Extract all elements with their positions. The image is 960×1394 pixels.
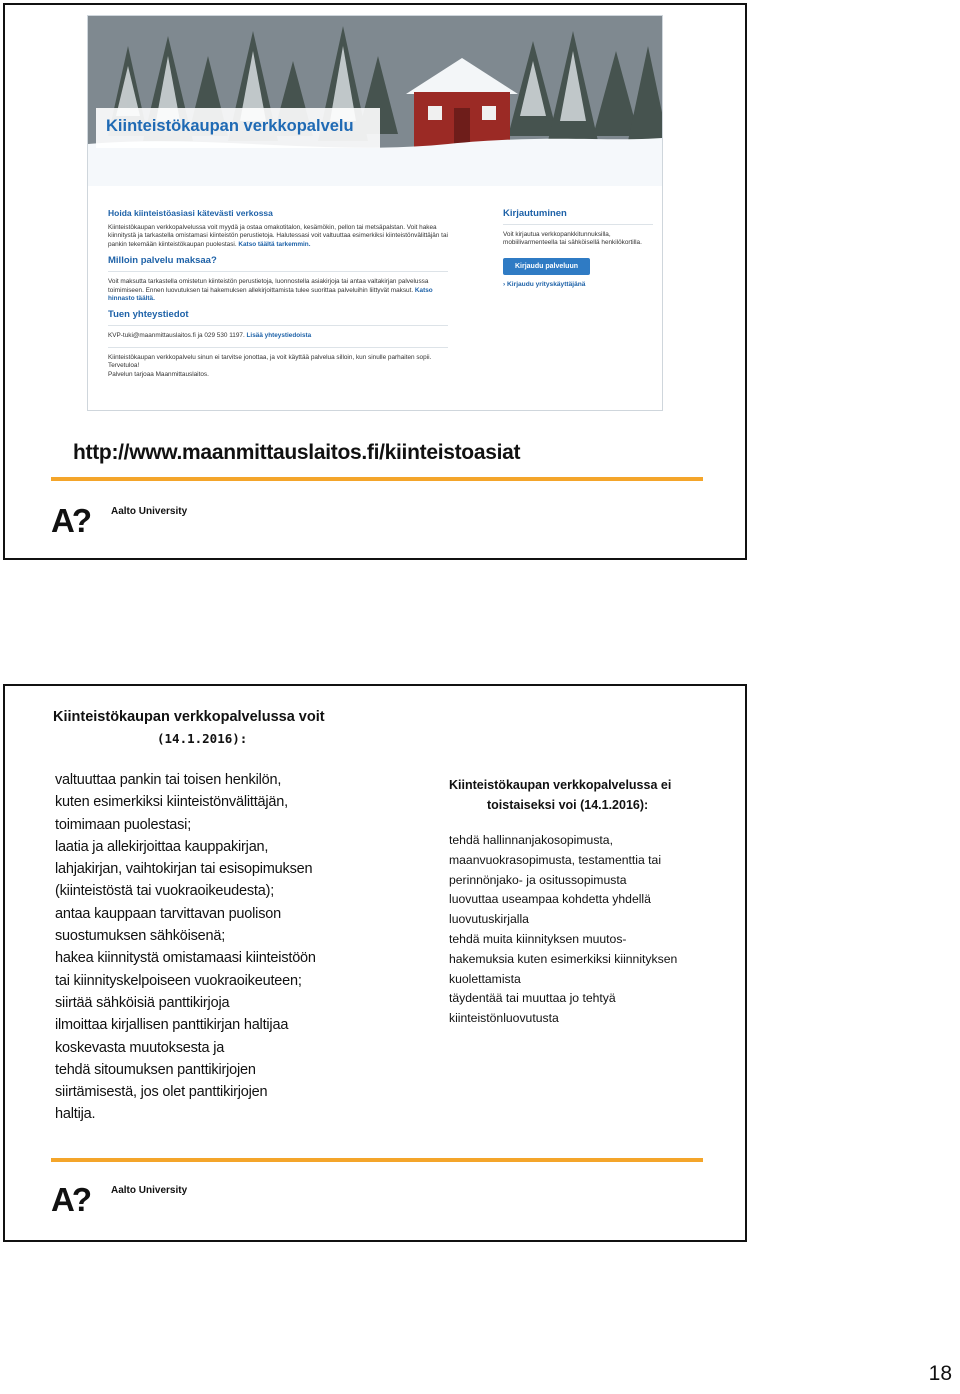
website-url[interactable]: http://www.maanmittauslaitos.fi/kiinteistoasiat xyxy=(73,441,521,464)
divider xyxy=(108,347,448,348)
website-screenshot xyxy=(87,15,663,411)
company-login-link[interactable]: › Kirjaudu yrityskäyttäjänä xyxy=(503,280,586,288)
website-pricing-link[interactable]: Katso hinnasto täältä. xyxy=(108,286,433,303)
aalto-logo-mark: A? xyxy=(51,1181,89,1218)
website-content xyxy=(88,186,662,410)
cannot-do-list xyxy=(449,831,743,1029)
list-item: tehdä hallinnanjakosopimusta, xyxy=(449,833,613,847)
website-login-heading: Kirjautuminen xyxy=(503,208,567,219)
orange-divider xyxy=(51,1158,703,1162)
aalto-logo xyxy=(51,1182,251,1218)
website-heading-pricing: Milloin palvelu maksaa? xyxy=(108,255,217,267)
website-contact-link[interactable]: Lisää yhteystiedoista xyxy=(246,332,312,340)
list-item: kiinteistönluovutusta xyxy=(449,1011,559,1026)
cannot-do-title-line-2: toistaiseksi voi (14.1.2016): xyxy=(487,798,649,812)
website-right-column xyxy=(503,208,653,288)
website-footer-paragraph: Kiinteistökaupan verkkopalvelu sinun ei tarvitse jonottaa, ja voit käyttää palvelua silloin, kun sinulle parhaiten sopii. Tervetuloa! xyxy=(108,353,432,370)
slide-1 xyxy=(3,3,747,560)
list-item: tehdä sitoumuksen panttikirjojen xyxy=(55,1061,256,1078)
aalto-logo-name: Aalto University xyxy=(111,506,188,517)
list-item: laatia ja allekirjoittaa kauppakirjan, xyxy=(55,838,269,855)
list-item: valtuuttaa pankin tai toisen henkilön, xyxy=(55,772,282,788)
list-item: luovuttaa useampaa kohdetta yhdellä xyxy=(449,892,651,907)
aalto-logo-mark: A? xyxy=(51,502,89,539)
website-intro-paragraph: Kiinteistökaupan verkkopalvelussa voit myydä ja ostaa omakotitalon, kesämökin, pellon tai metsäpalstan. Voit hakea kiinnitystä ja tarkastella omistamasi kiinteistön perustietoja. Halutessasi voit valtuuttaa esimerkiksi kiinteistönvälittäjän tai pankin tekemään kiinteistökaupan puolestasi. xyxy=(108,224,448,248)
website-heading-support: Tuen yhteystiedot xyxy=(108,309,189,321)
list-item: täydentää tai muuttaa jo tehtyä xyxy=(449,991,616,1006)
hero-title: Kiinteistökaupan verkkopalvelu xyxy=(106,117,354,135)
list-item: perinnönjako- ja ositussopimusta xyxy=(449,872,627,887)
website-heading-main: Hoida kiinteistöasiasi kätevästi verkossa xyxy=(108,208,273,218)
divider xyxy=(108,325,448,326)
list-item: tai kiinnityskelpoiseen vuokraoikeuteen; xyxy=(55,972,302,989)
hero-image xyxy=(88,16,662,186)
list-item: kuolettamista xyxy=(449,971,521,986)
list-item: antaa kauppaan tarvittavan puolison xyxy=(55,905,281,922)
divider xyxy=(503,224,653,225)
slide-2 xyxy=(3,684,747,1242)
list-item: toimimaan puolestasi; xyxy=(55,816,192,833)
cannot-do-title-line-1: Kiinteistökaupan verkkopalvelussa ei xyxy=(449,778,672,792)
list-item: ilmoittaa kirjallisen panttikirjan haltijaa xyxy=(55,1017,289,1034)
can-do-list xyxy=(55,769,415,1126)
list-item: hakemuksia kuten esimerkiksi kiinnityksen xyxy=(449,951,678,966)
list-item: lahjakirjan, vaihtokirjan tai esisopimuksen xyxy=(55,861,313,878)
login-button[interactable]: Kirjaudu palveluun xyxy=(503,258,590,275)
list-item: kuten esimerkiksi kiinteistönvälittäjän, xyxy=(55,794,288,811)
slide-2-title-line-1: Kiinteistökaupan verkkopalvelussa voit xyxy=(53,709,325,725)
list-item: siirtää sähköisiä panttikirjoja xyxy=(55,994,230,1011)
list-item: luovutuskirjalla xyxy=(449,912,529,927)
divider xyxy=(108,271,448,272)
list-item: suostumuksen sähköisenä; xyxy=(55,928,226,945)
list-item: hakea kiinnitystä omistamaasi kiinteistöön xyxy=(55,950,316,967)
list-item: koskevasta muutoksesta ja xyxy=(55,1039,225,1056)
website-provider-text: Palvelun tarjoaa Maanmittauslaitos. xyxy=(108,370,209,378)
list-item: maanvuokrasopimusta, testamenttia tai xyxy=(449,852,662,867)
slide-2-title xyxy=(53,706,473,750)
website-more-link[interactable]: Katso täältä tarkemmin. xyxy=(238,240,311,248)
page-number: 18 xyxy=(928,1362,952,1385)
website-pricing-text xyxy=(108,278,448,303)
hero-title-panel xyxy=(96,108,380,148)
website-pricing-paragraph: Voit maksutta tarkastella omistetun kiinteistön perustietoja, luonnostella asiakirjoja tai antaa valtakirjan palvelussa toimimiseen. Ennen luovutuksen tai hakemuksen allekirjoittamista tulee suorittaa palveluihin liittyvät maksut. xyxy=(108,278,429,294)
cannot-do-box xyxy=(449,775,743,1029)
aalto-logo xyxy=(51,503,251,539)
orange-divider xyxy=(51,477,703,481)
website-login-text: Voit kirjautua verkkopankkitunnuksilla, mobiilivarmenteella tai sähköisellä henkilökortilla. xyxy=(503,231,642,247)
cannot-do-title xyxy=(449,775,743,815)
list-item: (kiinteistöstä tai vuokraoikeudesta); xyxy=(55,883,275,900)
list-item: tehdä muita kiinnityksen muutos- xyxy=(449,931,627,946)
website-contact-info: KVP-tuki@maanmittauslaitos.fi ja 029 530 1197. xyxy=(108,332,245,340)
website-contact-text xyxy=(108,332,448,340)
website-left-column xyxy=(108,208,448,385)
website-footer-text xyxy=(108,354,448,379)
list-item: haltija. xyxy=(55,1106,96,1123)
aalto-logo-name: Aalto University xyxy=(111,1185,188,1196)
website-intro-text xyxy=(108,224,448,249)
slide-2-title-line-2: (14.1.2016): xyxy=(157,731,248,746)
list-item: siirtämisestä, jos olet panttikirjojen xyxy=(55,1084,268,1101)
snowy-forest-cabin-image xyxy=(88,16,662,186)
